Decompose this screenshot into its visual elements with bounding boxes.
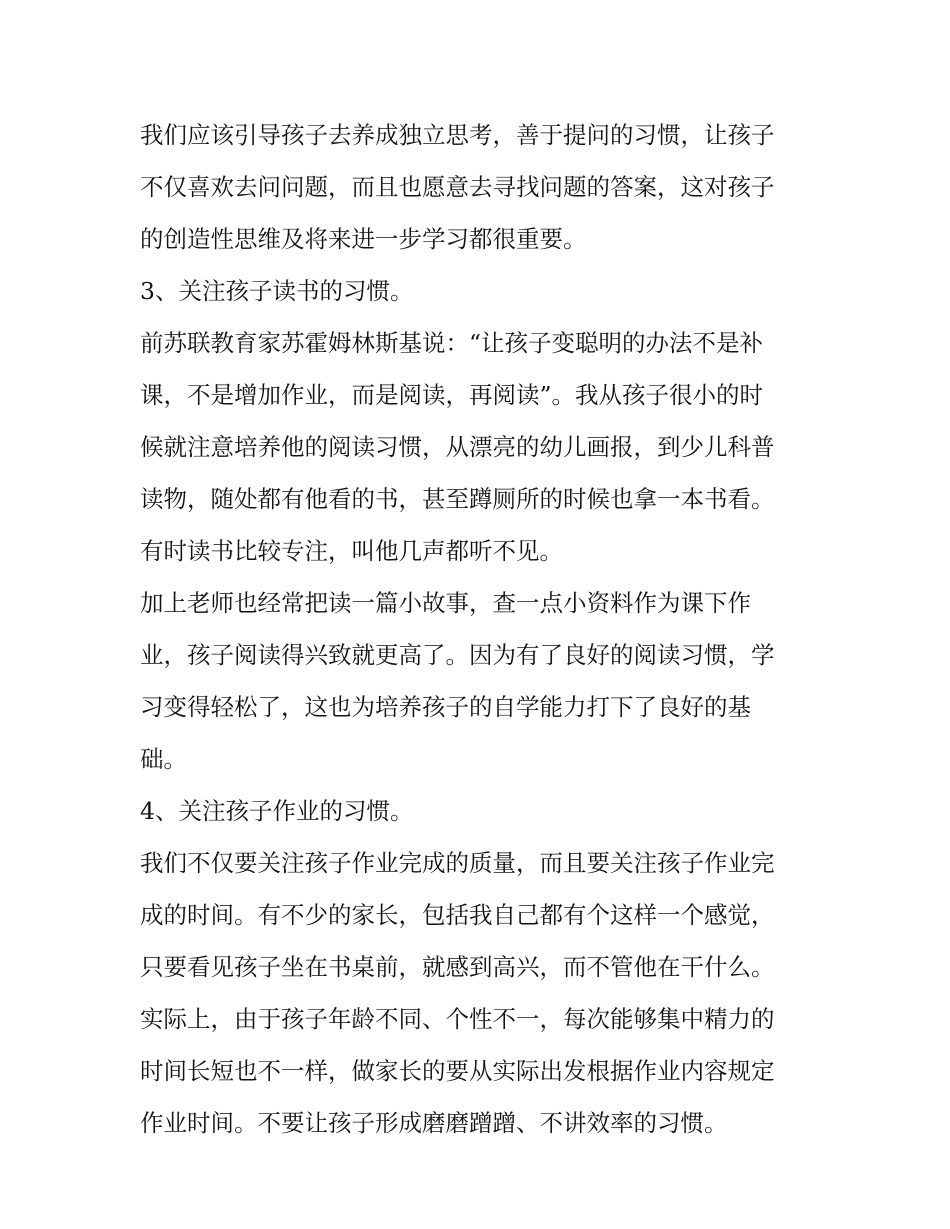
- section-heading-3: 3、关注孩子读书的习惯。: [140, 277, 414, 305]
- text-line: 候就注意培养他的阅读习惯，从漂亮的幼儿画报，到少儿科普: [140, 433, 775, 461]
- text-line: 我们应该引导孩子去养成独立思考，善于提问的习惯，让孩子: [140, 121, 775, 149]
- text-line: 不仅喜欢去问问题，而且也愿意去寻找问题的答案，这对孩子: [140, 173, 775, 201]
- text-line: 实际上，由于孩子年龄不同、个性不一，每次能够集中精力的: [140, 1005, 775, 1033]
- text-line: 只要看见孩子坐在书桌前，就感到高兴，而不管他在干什么。: [140, 953, 775, 981]
- text-line: 前苏联教育家苏霍姆林斯基说：“让孩子变聪明的办法不是补: [140, 329, 764, 357]
- text-line: 作业时间。不要让孩子形成磨磨蹭蹭、不讲效率的习惯。: [140, 1109, 728, 1137]
- text-line: 时间长短也不一样，做家长的要从实际出发根据作业内容规定: [140, 1057, 775, 1085]
- text-line: 习变得轻松了，这也为培养孩子的自学能力打下了良好的基: [140, 693, 751, 721]
- text-line: 成的时间。有不少的家长，包括我自己都有个这样一个感觉，: [140, 901, 775, 929]
- text-line: 础。: [140, 745, 187, 773]
- text-line: 的创造性思维及将来进一步学习都很重要。: [140, 225, 587, 253]
- section-heading-4: 4、关注孩子作业的习惯。: [140, 797, 414, 825]
- text-line: 有时读书比较专注，叫他几声都听不见。: [140, 537, 563, 565]
- text-line: 课，不是增加作业，而是阅读，再阅读”。我从孩子很小的时: [140, 381, 764, 409]
- document-body: [140, 109, 820, 1149]
- text-line: 业，孩子阅读得兴致就更高了。因为有了良好的阅读习惯，学: [140, 641, 775, 669]
- text-line: 加上老师也经常把读一篇小故事，查一点小资料作为课下作: [140, 589, 751, 617]
- text-line: 我们不仅要关注孩子作业完成的质量，而且要关注孩子作业完: [140, 849, 775, 877]
- text-line: 读物，随处都有他看的书，甚至蹲厕所的时候也拿一本书看。: [140, 485, 775, 513]
